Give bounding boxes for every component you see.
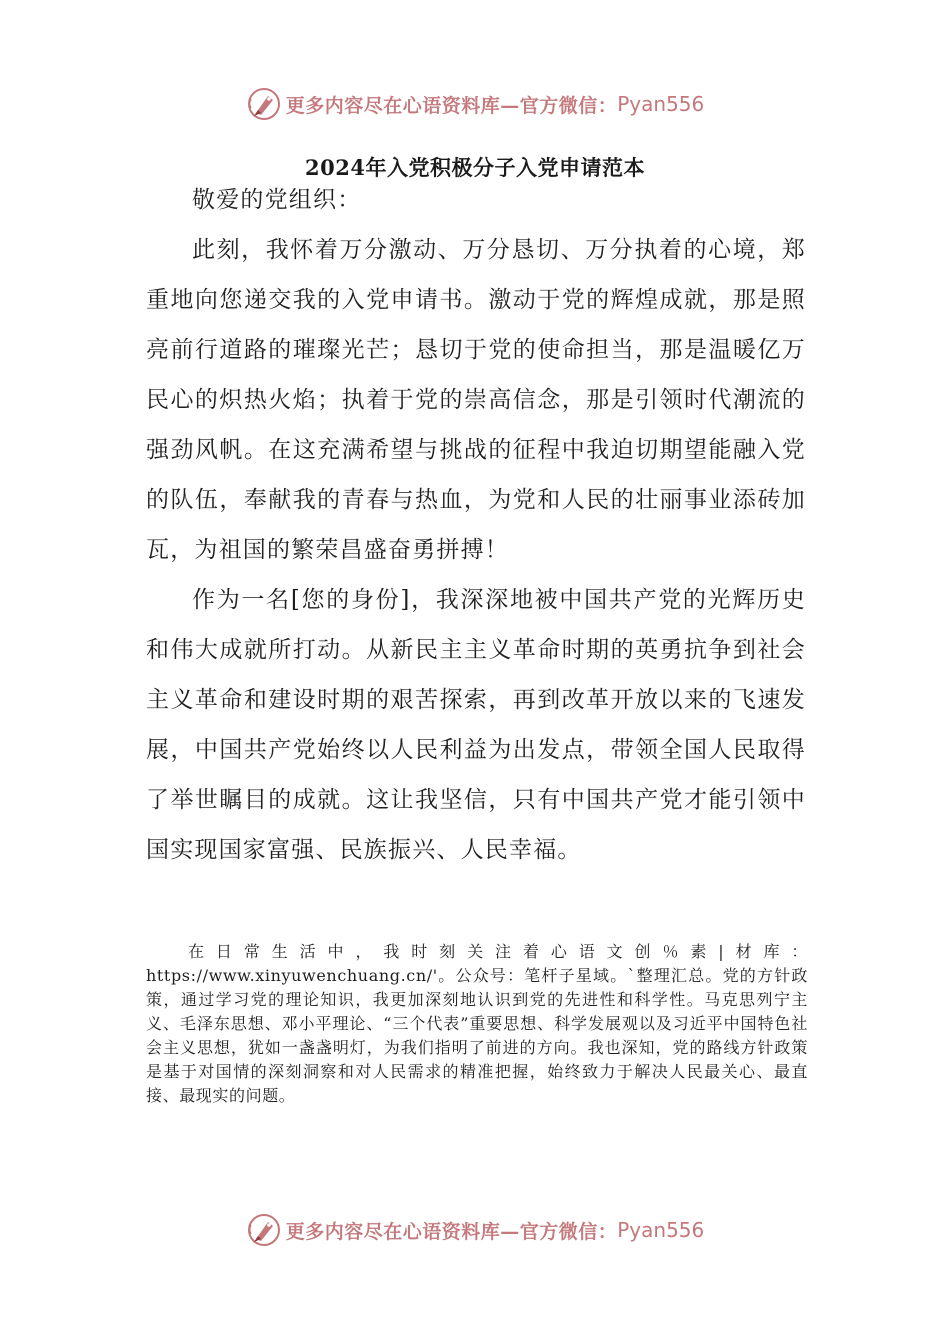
pen-nib-logo-icon (246, 86, 282, 122)
document-title: 2024年入党积极分子入党申请范本 (305, 155, 645, 180)
header-banner (0, 84, 950, 124)
header-banner-text: 更多内容尽在心语资料库—官方微信： (285, 94, 618, 117)
footer-banner (0, 1210, 950, 1250)
paragraph-2: 作为一名[您的身份]，我深深地被中国共产党的光辉历史和伟大成就所打动。从新民主主义革命时期的英勇抗争到社会主义革命和建设时期的艰苦探索，再到改革开放以来的飞速发展，中国共产党始终以人民利益为出发点，带领全国人民取得了举世瞩目的成就。这让我坚信，只有中国共产党才能引领中国实现国家富强、民族振兴、人民幸福。 (146, 587, 806, 863)
footer-wechat-id: Pyan556 (617, 1218, 705, 1242)
header-wechat-id: Pyan556 (617, 92, 705, 116)
salutation: 敬爱的党组织： (192, 187, 362, 213)
small-paragraph: 在日常生活中，我时刻关注着心语文创％素|材库：https://www.xinyuwenchuang.cn/'。公众号：笔杆子星域。`整理汇总。党的方针政策，通过学习党的理论知识，我更加深刻地认识到党的先进性和科学性。马克思列宁主义、毛泽东思想、邓小平理论、“三个代表”重要思想、科学发展观以及习近平中国特色社会主义思想，犹如一盏盏明灯，为我们指明了前进的方向。我也深知，党的路线方针政策是基于对国情的深刻洞察和对人民需求的精准把握，始终致力于解决人民最关心、最直接、最现实的问题。 (146, 942, 808, 1105)
paragraph-1: 此刻，我怀着万分激动、万分恳切、万分执着的心境，郑重地向您递交我的入党申请书。激动于党的辉煌成就，那是照亮前行道路的璀璨光芒；恳切于党的使命担当，那是温暖亿万民心的炽热火焰；执着于党的崇高信念，那是引领时代潮流的强劲风帆。在这充满希望与挑战的征程中我迫切期望能融入党的队伍，奉献我的青春与热血，为党和人民的壮丽事业添砖加瓦，为祖国的繁荣昌盛奋勇拼搏！ (146, 237, 806, 563)
pen-nib-logo-icon (246, 1212, 282, 1248)
document-body (146, 175, 806, 875)
footer-banner-text: 更多内容尽在心语资料库—官方微信： (285, 1220, 618, 1243)
